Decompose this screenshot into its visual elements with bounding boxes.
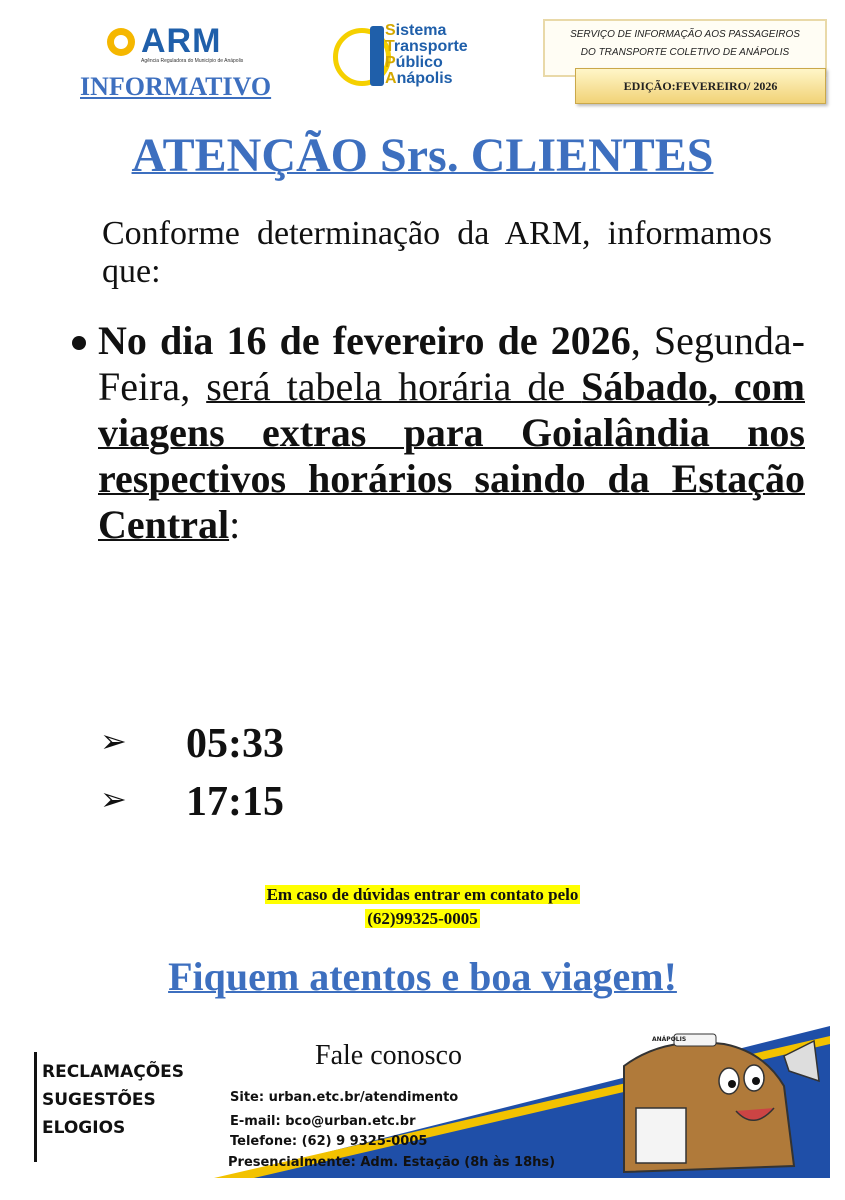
contact-line-1: Em caso de dúvidas entrar em contato pelo xyxy=(266,885,579,904)
farewell-message xyxy=(0,953,845,1000)
footer-site: Site: urban.etc.br/atendimento xyxy=(230,1090,459,1105)
notice-paragraph xyxy=(98,318,805,548)
stpa-line: Anápolis xyxy=(385,70,453,87)
page-title xyxy=(0,128,845,183)
notice-date: No dia 16 de fevereiro de 2026 xyxy=(98,318,631,363)
arrow-bullet-icon: ➢ xyxy=(100,780,127,818)
arm-logo-icon xyxy=(107,28,135,56)
notice-schedule-text: será tabela horária de xyxy=(206,364,582,409)
arm-logo xyxy=(103,22,267,68)
page-title-text: ATENÇÃO Srs. CLIENTES xyxy=(131,129,714,182)
footer-divider xyxy=(34,1052,37,1162)
footer-phone: Telefone: (62) 9 9325-0005 xyxy=(230,1134,428,1149)
footer-label-suggestions: SUGESTÕES xyxy=(42,1090,156,1110)
fale-conosco-heading: Fale conosco xyxy=(315,1040,462,1071)
contact-phone: (62)99325-0005 xyxy=(367,909,478,928)
notice-colon: : xyxy=(229,502,241,547)
footer-email: E-mail: bco@urban.etc.br xyxy=(230,1114,416,1129)
farewell-text: Fiquem atentos e boa viagem! xyxy=(168,954,677,999)
arm-logo-subtitle: Agência Reguladora do Município de Anápolis xyxy=(141,58,244,64)
arm-logo-word: ARM xyxy=(141,22,222,60)
intro-paragraph: Conforme determinação da ARM, informamos que: xyxy=(102,215,772,290)
stpa-logo-text xyxy=(385,23,468,87)
informativo-label: INFORMATIVO xyxy=(80,72,272,101)
service-line-2: DO TRANSPORTE COLETIVO DE ANÁPOLIS xyxy=(580,47,790,58)
departure-time: 17:15 xyxy=(186,779,284,825)
service-line-1: SERVIÇO DE INFORMAÇÃO AOS PASSAGEIROS xyxy=(570,29,800,40)
notice-comma: , xyxy=(630,318,641,363)
footer-label-complaints: RECLAMAÇÕES xyxy=(42,1062,185,1082)
stpa-line: Sistema xyxy=(385,22,447,39)
bus-sign: ANÁPOLIS xyxy=(652,1036,687,1043)
contact-notice xyxy=(0,883,845,931)
time-row xyxy=(100,720,400,770)
stpa-line: Público xyxy=(385,54,443,71)
arrow-bullet-icon: ➢ xyxy=(100,722,127,760)
footer-label-compliments: ELOGIOS xyxy=(42,1118,126,1138)
notice-schedule-detail: Sábado, com viagens extras para Goialândia nos respectivos horários saindo da Estação Central xyxy=(98,364,805,547)
edition-badge: EDIÇÃO:FEVEREIRO/ 2026 xyxy=(575,68,826,104)
time-row xyxy=(100,778,400,828)
departure-time: 05:33 xyxy=(186,721,284,767)
bullet-icon xyxy=(72,336,86,350)
stpa-bus-icon xyxy=(370,26,384,86)
notice-weekday: Segunda-Feira, xyxy=(98,318,805,409)
stpa-logo xyxy=(333,22,508,92)
footer-in-person: Presencialmente: Adm. Estação (8h às 18hs) xyxy=(228,1155,556,1170)
stpa-line: Transporte xyxy=(385,38,468,55)
